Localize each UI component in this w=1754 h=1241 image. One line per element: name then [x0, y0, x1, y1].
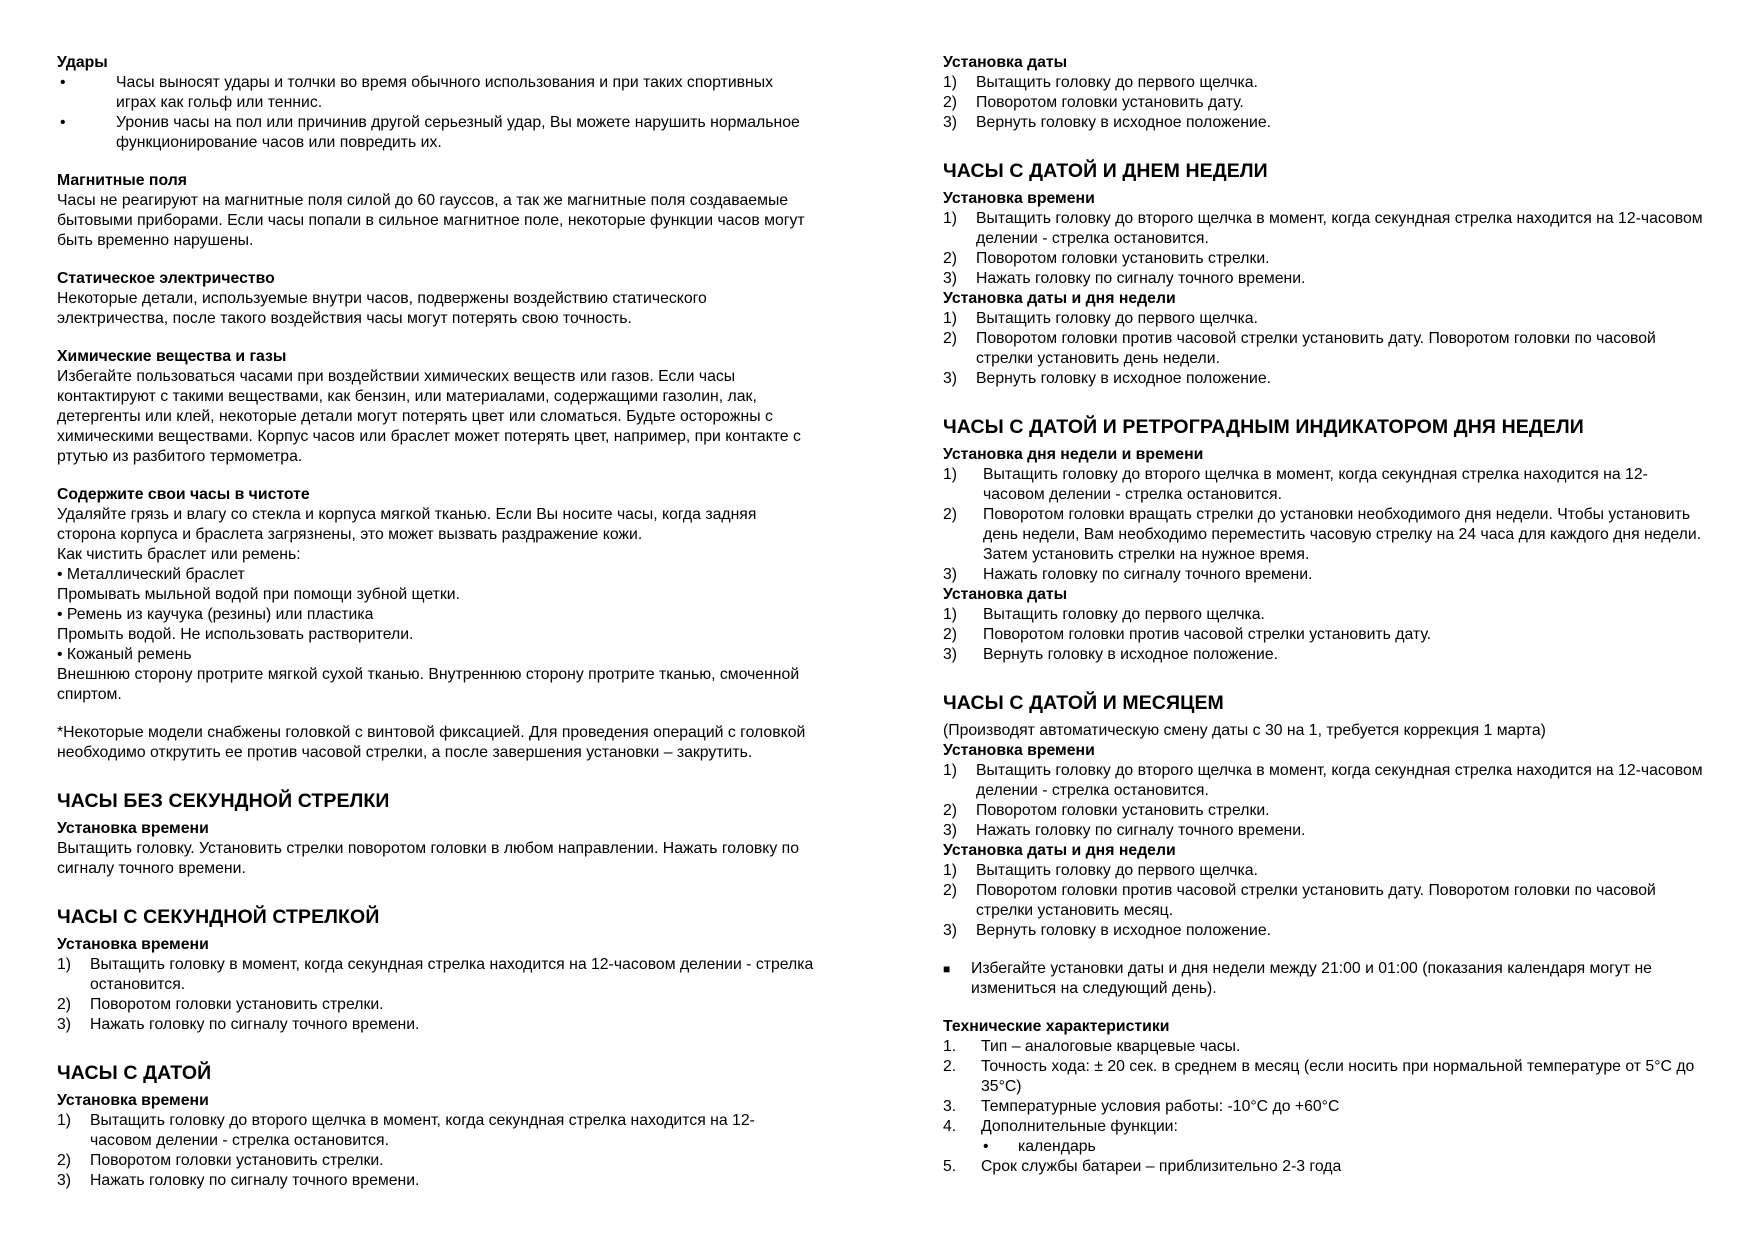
list	[943, 1037, 1705, 1177]
list-marker: 2)	[943, 250, 958, 267]
list-marker: •	[60, 114, 66, 131]
list-item-text: Уронив часы на пол или причинив другой серьезный удар, Вы можете нарушить нормальное функционирование часов или повредить их.	[116, 114, 800, 151]
paragraph: • Металлический браслет	[57, 566, 245, 583]
paragraph: Промыть водой. Не использовать растворители.	[57, 626, 414, 643]
list-marker: 1)	[943, 762, 958, 779]
paragraph: • Кожаный ремень	[57, 646, 192, 663]
list-item-text: Вытащить головку до второго щелчка в момент, когда секундная стрелка находится на 12-часовом делении - стрелка остановится.	[90, 1112, 755, 1149]
list-item-text: Поворотом головки установить стрелки.	[90, 1152, 384, 1169]
list-item-text: Нажать головку по сигналу точного времени.	[90, 1172, 420, 1189]
paragraph: (Производят автоматическую смену даты с 30 на 1, требуется коррекция 1 марта)	[943, 722, 1546, 739]
paragraph: Внешнюю сторону протрите мягкой сухой тканью. Внутреннюю сторону протрите тканью, смоченной спиртом.	[57, 666, 800, 703]
list	[943, 309, 1705, 389]
list-item	[943, 1037, 1705, 1057]
list-item	[943, 309, 1705, 329]
vertical-spacer	[57, 329, 814, 347]
list-item-text: Вытащить головку до второго щелчка в момент, когда секундная стрелка находится на 12-часовом делении - стрелка остановится.	[976, 210, 1703, 247]
subsection-heading: Установка даты и дня недели	[943, 290, 1176, 307]
list-item-text: Избегайте установки даты и дня недели между 21:00 и 01:00 (показания календаря могут не измениться на следующий день).	[971, 960, 1652, 997]
list-marker: 3)	[57, 1172, 72, 1189]
vertical-spacer	[57, 251, 814, 269]
list-item-text: Вытащить головку до первого щелчка.	[976, 74, 1258, 91]
list	[943, 761, 1705, 841]
list-marker: 4.	[943, 1118, 957, 1135]
list-marker: 1)	[943, 74, 958, 91]
list-item	[943, 821, 1705, 841]
list-item-text: Вернуть головку в исходное положение.	[976, 922, 1272, 939]
list-marker: 2)	[943, 626, 958, 643]
list	[943, 959, 1705, 999]
paragraph: Как чистить браслет или ремень:	[57, 546, 301, 563]
list-item-text: Нажать головку по сигналу точного времени.	[976, 270, 1306, 287]
list-marker: 3)	[943, 370, 958, 387]
list-marker: 3)	[943, 822, 958, 839]
list-marker: 3.	[943, 1098, 957, 1115]
paragraph: Избегайте пользоваться часами при воздействии химических веществ или газов. Если часы контактируют с такими веществами, как бензин, или материалами, содержащими газолин, лак, детергенты или клей, некоторые детали могут потерять цвет или сломаться. Будьте осторожны с химическими веществами. Корпус часов или браслет может потерять цвет, например, при контакте с ртутью из разбитого термометра.	[57, 368, 801, 465]
list-item-text: Срок службы батареи – приблизительно 2-3 года	[981, 1158, 1342, 1175]
subsection-heading: Установка даты	[943, 586, 1068, 603]
vertical-spacer	[943, 389, 1705, 407]
list-marker: 3)	[943, 646, 958, 663]
subsection-heading: Установка даты	[943, 54, 1068, 71]
list-marker: 3)	[943, 114, 958, 131]
list-item	[57, 995, 814, 1015]
subsection-heading: Статическое электричество	[57, 270, 275, 287]
list-item-text: Вытащить головку до первого щелчка.	[976, 310, 1258, 327]
list-marker: 3)	[943, 270, 958, 287]
subsection-heading: Технические характеристики	[943, 1018, 1170, 1035]
section-heading: ЧАСЫ С ДАТОЙ	[57, 1062, 212, 1084]
subsection-heading: Магнитные поля	[57, 172, 187, 189]
list-marker: 3)	[943, 922, 958, 939]
list	[943, 209, 1705, 289]
section-heading: ЧАСЫ С СЕКУНДНОЙ СТРЕЛКОЙ	[57, 906, 380, 928]
list-item	[57, 73, 814, 113]
vertical-spacer	[57, 705, 814, 723]
list-marker: 2)	[57, 996, 72, 1013]
list-item-text: Поворотом головки против часовой стрелки установить дату. Поворотом головки по часовой стрелки установить день недели.	[976, 330, 1656, 367]
list-item	[943, 465, 1705, 505]
list-item-text: Нажать головку по сигналу точного времени.	[983, 566, 1313, 583]
list-item-text: Поворотом головки установить стрелки.	[90, 996, 384, 1013]
vertical-spacer	[57, 1035, 814, 1053]
paragraph: Вытащить головку. Установить стрелки поворотом головки в любом направлении. Нажать головку по сигналу точного времени.	[57, 840, 799, 877]
list-item	[943, 625, 1705, 645]
list-marker: 2)	[57, 1152, 72, 1169]
list-item	[943, 1097, 1705, 1117]
vertical-spacer	[943, 941, 1705, 959]
list-item	[57, 1111, 814, 1151]
list-marker: 1)	[943, 210, 958, 227]
vertical-spacer	[57, 763, 814, 781]
list-item	[943, 565, 1705, 585]
list-item-text: Часы выносят удары и толчки во время обычного использования и при таких спортивных играх как гольф или теннис.	[116, 74, 774, 111]
paragraph: Удаляйте грязь и влагу со стекла и корпуса мягкой тканью. Если Вы носите часы, когда задняя сторона корпуса и браслета загрязнены, это может вызвать раздражение кожи.	[57, 506, 757, 543]
paragraph: Часы не реагируют на магнитные поля силой до 60 гауссов, а так же магнитные поля создаваемые бытовыми приборами. Если часы попали в сильное магнитное поле, некоторые функции часов могут быть временно нарушены.	[57, 192, 805, 249]
list-marker: •	[60, 74, 66, 91]
subsection-heading: Содержите свои часы в чистоте	[57, 486, 310, 503]
list-item	[57, 1171, 814, 1191]
list	[943, 605, 1705, 665]
list-item-text: Поворотом головки вращать стрелки до установки необходимого дня недели. Чтобы установить день недели, Вам необходимо переместить часовую стрелку на 24 часа для каждого дня недели. Затем установить стрелки на нужное время.	[983, 506, 1702, 563]
list-marker: 1)	[57, 956, 72, 973]
list-marker: 2)	[943, 330, 958, 347]
paragraph: *Некоторые модели снабжены головкой с винтовой фиксацией. Для проведения операций с головкой необходимо открутить ее против часовой стрелки, а после завершения установки – закрутить.	[57, 724, 806, 761]
list-marker: 3)	[57, 1016, 72, 1033]
list	[57, 73, 814, 153]
paragraph: Промывать мыльной водой при помощи зубной щетки.	[57, 586, 460, 603]
list-marker: 1.	[943, 1038, 957, 1055]
list	[57, 1111, 814, 1191]
vertical-spacer	[943, 665, 1705, 683]
list-item	[943, 329, 1705, 369]
bullet-icon: •	[983, 1138, 989, 1155]
list-item-text: Дополнительные функции:	[981, 1118, 1178, 1135]
list-item-text: Вернуть головку в исходное положение.	[976, 370, 1272, 387]
subsection-heading: Установка дня недели и времени	[943, 446, 1204, 463]
list-item	[943, 209, 1705, 249]
subsection-heading: Установка времени	[943, 742, 1095, 759]
list	[943, 465, 1705, 585]
paragraph: Некоторые детали, используемые внутри часов, подвержены воздействию статического электричества, после такого воздействия часы могут потерять свою точность.	[57, 290, 707, 327]
list-item	[57, 1015, 814, 1035]
list-item	[943, 1117, 1705, 1137]
list-item-text: Поворотом головки против часовой стрелки установить дату. Поворотом головки по часовой стрелки установить месяц.	[976, 882, 1656, 919]
subsection-heading: Химические вещества и газы	[57, 348, 287, 365]
list-item-text: Нажать головку по сигналу точного времени.	[90, 1016, 420, 1033]
list-item	[943, 1157, 1705, 1177]
list-item-text: Вытащить головку до первого щелчка.	[976, 862, 1258, 879]
list	[943, 861, 1705, 941]
list-item	[943, 113, 1705, 133]
list-item-text: Вытащить головку до второго щелчка в момент, когда секундная стрелка находится на 12-часовом делении - стрелка остановится.	[976, 762, 1703, 799]
list-item	[57, 113, 814, 153]
list-item-text: Температурные условия работы: -10°С до +60°С	[981, 1098, 1340, 1115]
sub-list-item	[981, 1137, 1705, 1157]
list-item	[943, 505, 1705, 565]
list-item	[57, 955, 814, 995]
vertical-spacer	[943, 999, 1705, 1017]
list-item-text: Поворотом головки установить стрелки.	[976, 250, 1270, 267]
list-item-text: Нажать головку по сигналу точного времени.	[976, 822, 1306, 839]
list-item	[943, 93, 1705, 113]
list-item	[943, 881, 1705, 921]
list-item	[943, 761, 1705, 801]
list-item	[943, 1057, 1705, 1097]
list-item-text: Вернуть головку в исходное положение.	[983, 646, 1279, 663]
section-heading: ЧАСЫ С ДАТОЙ И РЕТРОГРАДНЫМ ИНДИКАТОРОМ ДНЯ НЕДЕЛИ	[943, 416, 1584, 438]
list-item	[943, 959, 1705, 999]
list-marker: 2)	[943, 802, 958, 819]
list-item-text: Вернуть головку в исходное положение.	[976, 114, 1272, 131]
list-item	[943, 249, 1705, 269]
list-marker: 1)	[943, 862, 958, 879]
list	[57, 955, 814, 1035]
subsection-heading: Установка времени	[57, 1092, 209, 1109]
list-item-text: Вытащить головку до второго щелчка в момент, когда секундная стрелка находится на 12-часовом делении - стрелка остановится.	[983, 466, 1648, 503]
list-marker: 2)	[943, 506, 958, 523]
sub-list-item-text: календарь	[1018, 1138, 1096, 1155]
list-marker: 1)	[943, 310, 958, 327]
list-item	[943, 605, 1705, 625]
list-item-text: Поворотом головки установить дату.	[976, 94, 1244, 111]
list-marker: 2)	[943, 94, 958, 111]
list-item	[943, 645, 1705, 665]
list-item	[943, 73, 1705, 93]
subsection-heading: Удары	[57, 54, 108, 71]
left-column	[57, 53, 814, 1241]
list-item	[943, 269, 1705, 289]
list-item-text: Поворотом головки против часовой стрелки установить дату.	[983, 626, 1432, 643]
list-item-text: Вытащить головку в момент, когда секундная стрелка находится на 12-часовом делении - стрелка остановится.	[90, 956, 814, 993]
list-item	[943, 369, 1705, 389]
vertical-spacer	[943, 133, 1705, 151]
list-marker: ■	[943, 962, 951, 976]
section-heading: ЧАСЫ С ДАТОЙ И ДНЕМ НЕДЕЛИ	[943, 160, 1268, 182]
subsection-heading: Установка времени	[57, 820, 209, 837]
section-heading: ЧАСЫ БЕЗ СЕКУНДНОЙ СТРЕЛКИ	[57, 790, 390, 812]
subsection-heading: Установка даты и дня недели	[943, 842, 1176, 859]
list-item-text: Тип – аналоговые кварцевые часы.	[981, 1038, 1241, 1055]
list-item-text: Точность хода: ± 20 сек. в среднем в месяц (если носить при нормальной температуре от 5°С до 35°С)	[981, 1058, 1695, 1095]
list-item-text: Вытащить головку до первого щелчка.	[983, 606, 1265, 623]
subsection-heading: Установка времени	[943, 190, 1095, 207]
list-marker: 5.	[943, 1158, 957, 1175]
list-item-text: Поворотом головки установить стрелки.	[976, 802, 1270, 819]
list-marker: 1)	[943, 466, 958, 483]
list-item	[943, 801, 1705, 821]
vertical-spacer	[57, 467, 814, 485]
list-item	[943, 921, 1705, 941]
list-item	[57, 1151, 814, 1171]
vertical-spacer	[57, 153, 814, 171]
list-item	[943, 861, 1705, 881]
right-column	[943, 53, 1705, 1241]
list-marker: 2.	[943, 1058, 957, 1075]
list	[943, 73, 1705, 133]
paragraph: • Ремень из каучука (резины) или пластика	[57, 606, 374, 623]
list-marker: 2)	[943, 882, 958, 899]
subsection-heading: Установка времени	[57, 936, 209, 953]
list-marker: 1)	[57, 1112, 72, 1129]
list-marker: 1)	[943, 606, 958, 623]
vertical-spacer	[57, 879, 814, 897]
list-marker: 3)	[943, 566, 958, 583]
section-heading: ЧАСЫ С ДАТОЙ И МЕСЯЦЕМ	[943, 692, 1224, 714]
